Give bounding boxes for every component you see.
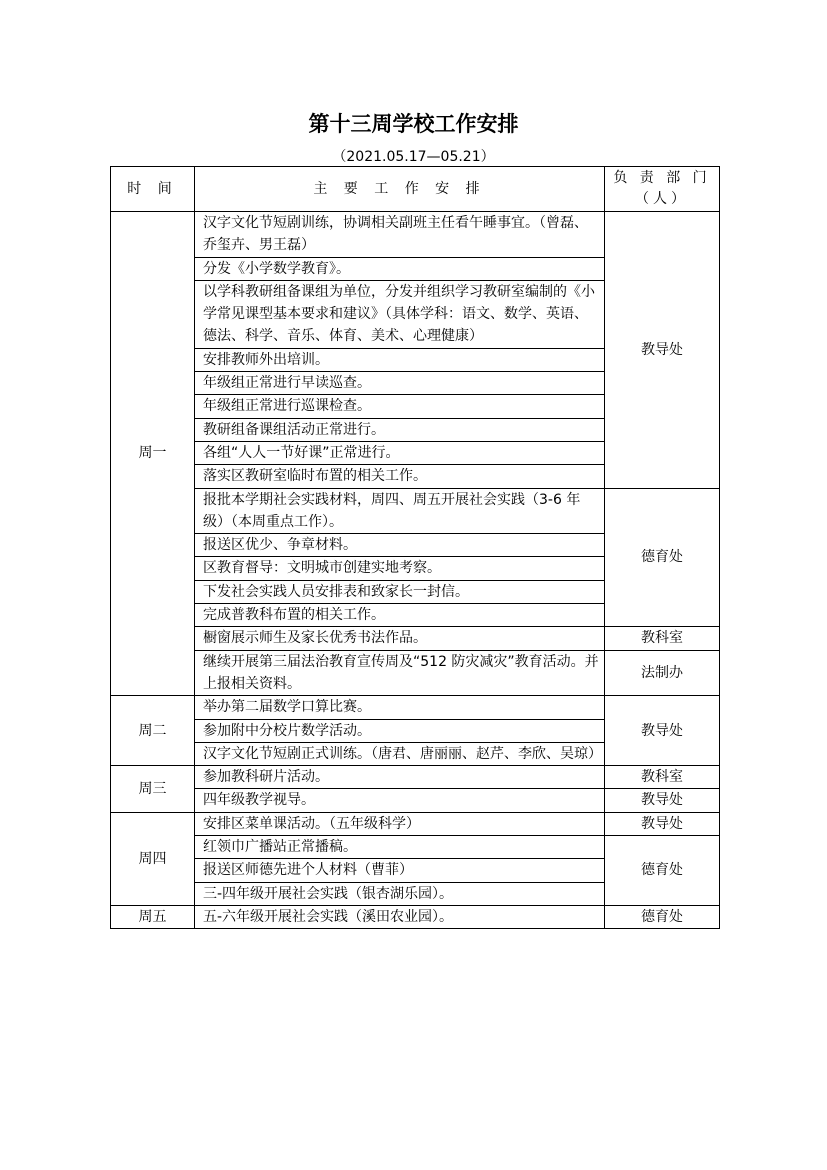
task-cell: 年级组正常进行巡课检查。 [195, 395, 605, 418]
table-row [111, 627, 720, 650]
task-cell: 各组“人人一节好课”正常进行。 [195, 441, 605, 464]
table-row [111, 696, 720, 719]
table-row [111, 212, 720, 258]
date-range: （2021.05.17—05.21） [332, 149, 495, 165]
table-row [111, 836, 720, 859]
day-cell: 周五 [111, 905, 195, 928]
task-cell: 举办第二届数学口算比赛。 [195, 696, 605, 719]
dept-cell: 德育处 [605, 836, 720, 906]
header-task: 主 要 工 作 安 排 [195, 167, 605, 212]
table-row [111, 766, 720, 789]
task-cell: 报送区师德先进个人材料（曹菲） [195, 859, 605, 882]
task-cell: 五-六年级开展社会实践（溪田农业园）。 [195, 905, 605, 928]
task-cell: 参加附中分校片数学活动。 [195, 719, 605, 742]
task-cell: 参加教科研片活动。 [195, 766, 605, 789]
task-cell: 继续开展第三届法治教育宣传周及“512 防灾减灾”教育活动。并上报相关资料。 [195, 650, 605, 696]
dept-cell: 教导处 [605, 812, 720, 835]
task-cell: 分发《小学数学教育》。 [195, 257, 605, 280]
dept-cell: 教导处 [605, 789, 720, 812]
dept-cell: 教科室 [605, 766, 720, 789]
task-cell: 橱窗展示师生及家长优秀书法作品。 [195, 627, 605, 650]
day-cell: 周二 [111, 696, 195, 766]
day-cell: 周三 [111, 766, 195, 813]
page-title: 第十三周学校工作安排 [308, 111, 519, 136]
day-cell: 周一 [111, 212, 195, 696]
dept-cell: 教科室 [605, 627, 720, 650]
task-cell: 以学科教研组备课组为单位，分发并组织学习教研室编制的《小学常见课型基本要求和建议》（具体学科：语文、数学、英语、德法、科学、音乐、体育、美术、心理健康） [195, 280, 605, 348]
task-cell: 安排教师外出培训。 [195, 348, 605, 371]
header-dept: 负 责 部 门（人） [605, 167, 720, 212]
table-row [111, 789, 720, 812]
table-row [111, 650, 720, 696]
task-cell: 落实区教研室临时布置的相关工作。 [195, 465, 605, 488]
task-cell: 汉字文化节短剧训练，协调相关副班主任看午睡事宜。（曾磊、乔玺卉、男王磊） [195, 212, 605, 258]
task-cell: 区教育督导：文明城市创建实地考察。 [195, 557, 605, 580]
task-cell: 年级组正常进行早读巡查。 [195, 372, 605, 395]
task-cell: 教研组备课组活动正常进行。 [195, 418, 605, 441]
dept-cell: 德育处 [605, 905, 720, 928]
task-cell: 报批本学期社会实践材料，周四、周五开展社会实践（3-6 年级）（本周重点工作）。 [195, 488, 605, 534]
table-row [111, 812, 720, 835]
dept-cell: 教导处 [605, 696, 720, 766]
task-cell: 报送区优少、争章材料。 [195, 534, 605, 557]
dept-cell: 教导处 [605, 212, 720, 489]
dept-cell: 法制办 [605, 650, 720, 696]
dept-cell: 德育处 [605, 488, 720, 627]
task-cell: 红领巾广播站正常播稿。 [195, 836, 605, 859]
task-cell: 四年级教学视导。 [195, 789, 605, 812]
table-row [111, 905, 720, 928]
task-cell: 三-四年级开展社会实践（银杏湖乐园）。 [195, 882, 605, 905]
task-cell: 下发社会实践人员安排表和致家长一封信。 [195, 580, 605, 603]
table-row [111, 488, 720, 534]
task-cell: 汉字文化节短剧正式训练。（唐君、唐丽丽、赵芹、李欣、吴琼） [195, 742, 605, 765]
header-row [111, 167, 720, 212]
schedule-table [110, 166, 720, 929]
day-cell: 周四 [111, 812, 195, 905]
task-cell: 安排区菜单课活动。（五年级科学） [195, 812, 605, 835]
task-cell: 完成普教科布置的相关工作。 [195, 604, 605, 627]
header-time: 时 间 [111, 167, 195, 212]
